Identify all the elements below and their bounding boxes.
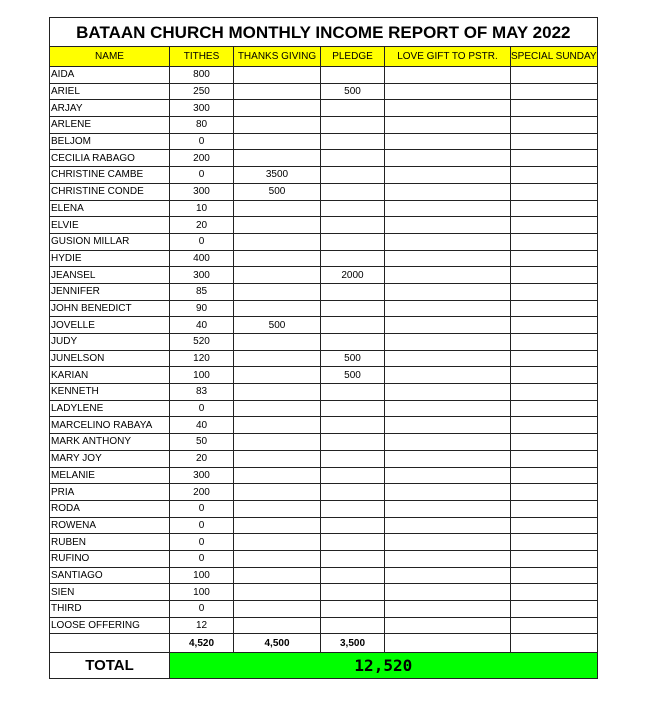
cell-thanks-giving bbox=[234, 100, 321, 117]
cell-love-gift bbox=[385, 434, 511, 451]
cell-tithes: 800 bbox=[170, 67, 234, 84]
cell-pledge bbox=[321, 233, 385, 250]
cell-pledge bbox=[321, 617, 385, 634]
cell-special-sunday bbox=[511, 133, 598, 150]
cell-special-sunday bbox=[511, 150, 598, 167]
cell-love-gift bbox=[385, 400, 511, 417]
table-row bbox=[50, 467, 598, 484]
cell-special-sunday bbox=[511, 367, 598, 384]
cell-name: ROWENA bbox=[50, 517, 170, 534]
cell-thanks-giving bbox=[234, 283, 321, 300]
cell-tithes: 0 bbox=[170, 517, 234, 534]
cell-thanks-giving bbox=[234, 83, 321, 100]
cell-pledge bbox=[321, 584, 385, 601]
table-row bbox=[50, 384, 598, 401]
cell-thanks-giving: 500 bbox=[234, 183, 321, 200]
cell-pledge bbox=[321, 334, 385, 351]
cell-thanks-giving: 500 bbox=[234, 317, 321, 334]
cell-special-sunday bbox=[511, 233, 598, 250]
cell-tithes: 0 bbox=[170, 133, 234, 150]
cell-pledge bbox=[321, 183, 385, 200]
cell-tithes: 90 bbox=[170, 300, 234, 317]
cell-thanks-giving bbox=[234, 150, 321, 167]
cell-love-gift bbox=[385, 350, 511, 367]
table-row bbox=[50, 317, 598, 334]
cell-name: LADYLENE bbox=[50, 400, 170, 417]
cell-pledge bbox=[321, 567, 385, 584]
cell-love-gift bbox=[385, 417, 511, 434]
cell-tithes: 0 bbox=[170, 550, 234, 567]
cell-name: JOVELLE bbox=[50, 317, 170, 334]
title-row bbox=[50, 18, 598, 47]
cell-thanks-giving bbox=[234, 567, 321, 584]
table-row bbox=[50, 100, 598, 117]
cell-name: ELENA bbox=[50, 200, 170, 217]
cell-love-gift bbox=[385, 517, 511, 534]
cell-tithes: 200 bbox=[170, 150, 234, 167]
table-row bbox=[50, 400, 598, 417]
cell-special-sunday bbox=[511, 334, 598, 351]
cell-thanks-giving bbox=[234, 601, 321, 618]
cell-pledge bbox=[321, 317, 385, 334]
cell-special-sunday bbox=[511, 550, 598, 567]
cell-special-sunday bbox=[511, 450, 598, 467]
cell-tithes: 10 bbox=[170, 200, 234, 217]
cell-special-sunday bbox=[511, 500, 598, 517]
table-row bbox=[50, 250, 598, 267]
cell-name: RUBEN bbox=[50, 534, 170, 551]
cell-tithes: 20 bbox=[170, 217, 234, 234]
cell-tithes: 300 bbox=[170, 267, 234, 284]
cell-thanks-giving bbox=[234, 400, 321, 417]
cell-tithes: 0 bbox=[170, 167, 234, 184]
cell-tithes: 300 bbox=[170, 467, 234, 484]
subtotal-name bbox=[50, 634, 170, 653]
cell-love-gift bbox=[385, 534, 511, 551]
cell-name: CECILIA RABAGO bbox=[50, 150, 170, 167]
cell-special-sunday bbox=[511, 183, 598, 200]
cell-special-sunday bbox=[511, 467, 598, 484]
table-row bbox=[50, 367, 598, 384]
cell-pledge bbox=[321, 484, 385, 501]
cell-thanks-giving bbox=[234, 334, 321, 351]
cell-name: GUSION MILLAR bbox=[50, 233, 170, 250]
cell-tithes: 20 bbox=[170, 450, 234, 467]
table-row bbox=[50, 584, 598, 601]
header-thanks-giving: THANKS GIVING bbox=[234, 47, 321, 67]
cell-tithes: 100 bbox=[170, 584, 234, 601]
cell-pledge bbox=[321, 167, 385, 184]
cell-name: JEANSEL bbox=[50, 267, 170, 284]
cell-tithes: 12 bbox=[170, 617, 234, 634]
cell-name: THIRD bbox=[50, 601, 170, 618]
table-row bbox=[50, 83, 598, 100]
cell-tithes: 85 bbox=[170, 283, 234, 300]
cell-special-sunday bbox=[511, 567, 598, 584]
table-row bbox=[50, 283, 598, 300]
header-special-sunday: SPECIAL SUNDAY bbox=[511, 47, 598, 67]
cell-special-sunday bbox=[511, 584, 598, 601]
cell-pledge bbox=[321, 283, 385, 300]
header-love-gift: LOVE GIFT TO PSTR. bbox=[385, 47, 511, 67]
cell-thanks-giving bbox=[234, 534, 321, 551]
cell-pledge bbox=[321, 534, 385, 551]
cell-thanks-giving bbox=[234, 67, 321, 84]
cell-special-sunday bbox=[511, 400, 598, 417]
income-report-sheet bbox=[49, 17, 598, 679]
table-row bbox=[50, 200, 598, 217]
subtotal-row bbox=[50, 634, 598, 653]
cell-love-gift bbox=[385, 167, 511, 184]
cell-name: PRIA bbox=[50, 484, 170, 501]
cell-tithes: 0 bbox=[170, 601, 234, 618]
cell-name: RODA bbox=[50, 500, 170, 517]
cell-love-gift bbox=[385, 467, 511, 484]
cell-love-gift bbox=[385, 367, 511, 384]
cell-thanks-giving bbox=[234, 434, 321, 451]
cell-special-sunday bbox=[511, 100, 598, 117]
cell-name: ARJAY bbox=[50, 100, 170, 117]
cell-thanks-giving bbox=[234, 350, 321, 367]
header-row bbox=[50, 47, 598, 67]
cell-name: MELANIE bbox=[50, 467, 170, 484]
cell-love-gift bbox=[385, 601, 511, 618]
cell-special-sunday bbox=[511, 317, 598, 334]
cell-name: LOOSE OFFERING bbox=[50, 617, 170, 634]
table-row bbox=[50, 601, 598, 618]
cell-love-gift bbox=[385, 550, 511, 567]
cell-love-gift bbox=[385, 133, 511, 150]
cell-pledge bbox=[321, 400, 385, 417]
table-row bbox=[50, 617, 598, 634]
cell-thanks-giving: 3500 bbox=[234, 167, 321, 184]
cell-love-gift bbox=[385, 484, 511, 501]
cell-thanks-giving bbox=[234, 617, 321, 634]
table-row bbox=[50, 67, 598, 84]
cell-love-gift bbox=[385, 334, 511, 351]
cell-special-sunday bbox=[511, 534, 598, 551]
subtotal-love-gift bbox=[385, 634, 511, 653]
cell-special-sunday bbox=[511, 434, 598, 451]
cell-tithes: 50 bbox=[170, 434, 234, 451]
table-row bbox=[50, 217, 598, 234]
cell-pledge bbox=[321, 450, 385, 467]
cell-thanks-giving bbox=[234, 550, 321, 567]
total-label: TOTAL bbox=[50, 653, 170, 679]
cell-tithes: 83 bbox=[170, 384, 234, 401]
table-row bbox=[50, 450, 598, 467]
cell-pledge bbox=[321, 117, 385, 134]
cell-tithes: 250 bbox=[170, 83, 234, 100]
cell-thanks-giving bbox=[234, 484, 321, 501]
cell-love-gift bbox=[385, 300, 511, 317]
cell-special-sunday bbox=[511, 167, 598, 184]
cell-thanks-giving bbox=[234, 217, 321, 234]
total-row bbox=[50, 653, 598, 679]
cell-pledge bbox=[321, 601, 385, 618]
table-row bbox=[50, 117, 598, 134]
table-row bbox=[50, 233, 598, 250]
table-row bbox=[50, 133, 598, 150]
cell-pledge bbox=[321, 67, 385, 84]
header-tithes: TITHES bbox=[170, 47, 234, 67]
cell-name: BELJOM bbox=[50, 133, 170, 150]
cell-pledge bbox=[321, 200, 385, 217]
header-name: NAME bbox=[50, 47, 170, 67]
income-report-table bbox=[49, 17, 598, 679]
cell-thanks-giving bbox=[234, 517, 321, 534]
cell-pledge bbox=[321, 384, 385, 401]
cell-special-sunday bbox=[511, 601, 598, 618]
cell-love-gift bbox=[385, 200, 511, 217]
cell-love-gift bbox=[385, 567, 511, 584]
cell-love-gift bbox=[385, 617, 511, 634]
cell-love-gift bbox=[385, 83, 511, 100]
cell-thanks-giving bbox=[234, 367, 321, 384]
cell-love-gift bbox=[385, 317, 511, 334]
cell-thanks-giving bbox=[234, 500, 321, 517]
cell-special-sunday bbox=[511, 384, 598, 401]
cell-tithes: 80 bbox=[170, 117, 234, 134]
cell-name: AIDA bbox=[50, 67, 170, 84]
cell-love-gift bbox=[385, 117, 511, 134]
cell-thanks-giving bbox=[234, 584, 321, 601]
table-row bbox=[50, 334, 598, 351]
table-row bbox=[50, 484, 598, 501]
cell-special-sunday bbox=[511, 67, 598, 84]
cell-name: MARCELINO RABAYA bbox=[50, 417, 170, 434]
cell-pledge bbox=[321, 100, 385, 117]
cell-special-sunday bbox=[511, 283, 598, 300]
cell-tithes: 0 bbox=[170, 400, 234, 417]
cell-special-sunday bbox=[511, 517, 598, 534]
cell-name: CHRISTINE CAMBE bbox=[50, 167, 170, 184]
subtotal-thanks-giving: 4,500 bbox=[234, 634, 321, 653]
cell-pledge bbox=[321, 550, 385, 567]
cell-pledge bbox=[321, 417, 385, 434]
cell-tithes: 40 bbox=[170, 317, 234, 334]
cell-special-sunday bbox=[511, 267, 598, 284]
cell-special-sunday bbox=[511, 350, 598, 367]
cell-pledge bbox=[321, 300, 385, 317]
cell-special-sunday bbox=[511, 484, 598, 501]
cell-special-sunday bbox=[511, 217, 598, 234]
cell-tithes: 120 bbox=[170, 350, 234, 367]
cell-tithes: 0 bbox=[170, 233, 234, 250]
cell-tithes: 0 bbox=[170, 534, 234, 551]
cell-love-gift bbox=[385, 183, 511, 200]
cell-thanks-giving bbox=[234, 117, 321, 134]
table-row bbox=[50, 417, 598, 434]
cell-pledge: 500 bbox=[321, 83, 385, 100]
total-value: 12,520 bbox=[170, 653, 598, 679]
cell-name: KENNETH bbox=[50, 384, 170, 401]
cell-love-gift bbox=[385, 283, 511, 300]
cell-special-sunday bbox=[511, 300, 598, 317]
cell-love-gift bbox=[385, 267, 511, 284]
table-row bbox=[50, 167, 598, 184]
cell-pledge: 500 bbox=[321, 367, 385, 384]
cell-tithes: 40 bbox=[170, 417, 234, 434]
table-row bbox=[50, 567, 598, 584]
cell-pledge bbox=[321, 500, 385, 517]
cell-pledge bbox=[321, 467, 385, 484]
cell-name: SANTIAGO bbox=[50, 567, 170, 584]
cell-name: SIEN bbox=[50, 584, 170, 601]
cell-tithes: 100 bbox=[170, 367, 234, 384]
cell-tithes: 520 bbox=[170, 334, 234, 351]
cell-pledge bbox=[321, 133, 385, 150]
cell-pledge: 2000 bbox=[321, 267, 385, 284]
table-row bbox=[50, 183, 598, 200]
cell-special-sunday bbox=[511, 200, 598, 217]
cell-name: JENNIFER bbox=[50, 283, 170, 300]
table-row bbox=[50, 517, 598, 534]
cell-thanks-giving bbox=[234, 417, 321, 434]
cell-special-sunday bbox=[511, 83, 598, 100]
table-row bbox=[50, 500, 598, 517]
cell-name: JUNELSON bbox=[50, 350, 170, 367]
table-row bbox=[50, 434, 598, 451]
cell-special-sunday bbox=[511, 417, 598, 434]
cell-name: HYDIE bbox=[50, 250, 170, 267]
cell-love-gift bbox=[385, 100, 511, 117]
cell-tithes: 0 bbox=[170, 500, 234, 517]
cell-love-gift bbox=[385, 233, 511, 250]
cell-tithes: 200 bbox=[170, 484, 234, 501]
report-title: BATAAN CHURCH MONTHLY INCOME REPORT OF MAY 2022 bbox=[50, 18, 598, 47]
header-pledge: PLEDGE bbox=[321, 47, 385, 67]
cell-name: ARIEL bbox=[50, 83, 170, 100]
cell-tithes: 100 bbox=[170, 567, 234, 584]
subtotal-pledge: 3,500 bbox=[321, 634, 385, 653]
cell-love-gift bbox=[385, 584, 511, 601]
cell-pledge bbox=[321, 434, 385, 451]
cell-pledge bbox=[321, 217, 385, 234]
cell-thanks-giving bbox=[234, 267, 321, 284]
cell-name: JOHN BENEDICT bbox=[50, 300, 170, 317]
cell-thanks-giving bbox=[234, 450, 321, 467]
table-row bbox=[50, 267, 598, 284]
subtotal-special-sunday bbox=[511, 634, 598, 653]
cell-love-gift bbox=[385, 150, 511, 167]
table-row bbox=[50, 534, 598, 551]
cell-name: CHRISTINE CONDE bbox=[50, 183, 170, 200]
cell-special-sunday bbox=[511, 617, 598, 634]
cell-name: KARIAN bbox=[50, 367, 170, 384]
cell-special-sunday bbox=[511, 117, 598, 134]
table-row bbox=[50, 550, 598, 567]
table-row bbox=[50, 150, 598, 167]
cell-love-gift bbox=[385, 384, 511, 401]
cell-name: MARK ANTHONY bbox=[50, 434, 170, 451]
cell-tithes: 400 bbox=[170, 250, 234, 267]
cell-pledge bbox=[321, 250, 385, 267]
subtotal-tithes: 4,520 bbox=[170, 634, 234, 653]
cell-name: MARY JOY bbox=[50, 450, 170, 467]
cell-name: JUDY bbox=[50, 334, 170, 351]
cell-tithes: 300 bbox=[170, 100, 234, 117]
cell-tithes: 300 bbox=[170, 183, 234, 200]
cell-thanks-giving bbox=[234, 384, 321, 401]
cell-pledge: 500 bbox=[321, 350, 385, 367]
cell-special-sunday bbox=[511, 250, 598, 267]
cell-name: ARLENE bbox=[50, 117, 170, 134]
cell-pledge bbox=[321, 517, 385, 534]
cell-thanks-giving bbox=[234, 300, 321, 317]
table-row bbox=[50, 300, 598, 317]
table-row bbox=[50, 350, 598, 367]
cell-thanks-giving bbox=[234, 250, 321, 267]
cell-love-gift bbox=[385, 250, 511, 267]
cell-thanks-giving bbox=[234, 467, 321, 484]
cell-name: RUFINO bbox=[50, 550, 170, 567]
cell-thanks-giving bbox=[234, 200, 321, 217]
cell-love-gift bbox=[385, 450, 511, 467]
cell-thanks-giving bbox=[234, 233, 321, 250]
cell-name: ELVIE bbox=[50, 217, 170, 234]
cell-love-gift bbox=[385, 67, 511, 84]
cell-love-gift bbox=[385, 217, 511, 234]
cell-pledge bbox=[321, 150, 385, 167]
cell-thanks-giving bbox=[234, 133, 321, 150]
cell-love-gift bbox=[385, 500, 511, 517]
